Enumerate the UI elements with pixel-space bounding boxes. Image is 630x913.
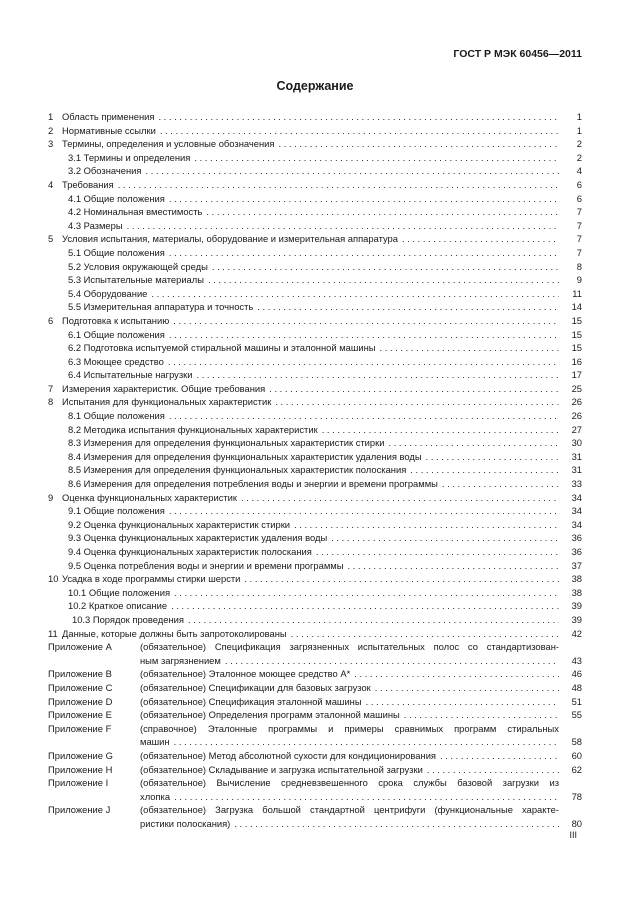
toc-entry[interactable]: [42, 450, 582, 464]
document-standard-number: ГОСТ Р МЭК 60456—2011: [453, 48, 582, 60]
toc-entry-title-line1: (обязательное) Загрузка большой стандартной центрифуги (функциональные характе-: [140, 804, 559, 816]
toc-entry-page: 8: [576, 260, 582, 272]
table-of-contents: [42, 110, 582, 830]
toc-entry-number: Приложение E: [48, 709, 112, 721]
toc-entry-page: 14: [571, 301, 582, 313]
toc-entry-title: 4.3 Размеры: [68, 219, 123, 231]
toc-entry[interactable]: [42, 613, 582, 627]
toc-entry-page: 33: [571, 478, 582, 490]
toc-entry-page: 55: [571, 709, 582, 721]
toc-entry-title: Оценка функциональных характеристик: [62, 491, 238, 503]
dot-leader: [322, 423, 559, 437]
toc-annex-entry[interactable]: [42, 695, 582, 709]
toc-entry-title-line1: (обязательное) Спецификация загрязненных испытательных полос со стандартизован-: [140, 641, 559, 653]
toc-entry-page: 31: [571, 464, 582, 476]
toc-entry-page: 78: [571, 790, 582, 802]
toc-entry[interactable]: [42, 368, 582, 382]
toc-entry-page: 6: [576, 178, 582, 190]
toc-entry-title-line1: (обязательное) Вычисление средневзвешенного срока службы базовой загрузки из: [140, 777, 559, 789]
dot-leader: [145, 164, 559, 178]
toc-entry-number: 2: [48, 124, 54, 136]
toc-entry[interactable]: [42, 504, 582, 518]
toc-entry-page: 7: [576, 233, 582, 245]
toc-entry-number: 9: [48, 491, 54, 503]
dot-leader: [269, 382, 559, 396]
toc-entry-number: Приложение J: [48, 804, 111, 816]
toc-entry-page: 2: [576, 138, 582, 150]
toc-entry-title-line1: (справочное) Эталонные программы и примеры сравнимых программ стиральных: [140, 722, 559, 734]
toc-entry[interactable]: [42, 599, 582, 613]
toc-entry-title: Термины, определения и условные обозначения: [62, 138, 275, 150]
dot-leader: [440, 749, 559, 763]
dot-leader: [275, 395, 559, 409]
toc-annex-entry[interactable]: [42, 776, 582, 803]
dot-leader: [427, 763, 559, 777]
toc-entry[interactable]: [42, 328, 582, 342]
dot-leader: [241, 491, 559, 505]
toc-entry-title: 10.3 Порядок проведения: [72, 613, 184, 625]
toc-entry-title: Испытания для функциональных характеристик: [62, 396, 272, 408]
toc-entry-title: (обязательное) Определения программ эталонной машины: [140, 709, 400, 721]
toc-entry-page: 9: [576, 274, 582, 286]
toc-entry-title: 8.4 Измерения для определения функциональных характеристик удаления воды: [68, 450, 422, 462]
toc-entry[interactable]: [42, 192, 582, 206]
dot-leader: [225, 654, 559, 668]
toc-entry-title: 10.2 Краткое описание: [68, 600, 168, 612]
toc-entry-title: 9.5 Оценка потребления воды и энергии и времени программы: [68, 559, 344, 571]
toc-entry-page: 1: [576, 124, 582, 136]
toc-entry[interactable]: [42, 110, 582, 124]
toc-entry-page: 2: [576, 151, 582, 163]
toc-entry-page: 43: [571, 654, 582, 666]
toc-entry[interactable]: [42, 518, 582, 532]
toc-entry-page: 25: [571, 382, 582, 394]
toc-entry-page: 30: [571, 437, 582, 449]
dot-leader: [194, 151, 559, 165]
toc-entry-number: Приложение D: [48, 695, 113, 707]
toc-entry-title: 10.1 Общие положения: [68, 586, 171, 598]
toc-entry[interactable]: [42, 586, 582, 600]
toc-entry-title: 6.4 Испытательные нагрузки: [68, 369, 193, 381]
toc-entry-number: 6: [48, 314, 54, 326]
toc-annex-entry[interactable]: [42, 722, 582, 749]
toc-entry[interactable]: [42, 314, 582, 328]
dot-leader: [208, 273, 559, 287]
toc-entry-number: 5: [48, 233, 54, 245]
toc-entry-title: (обязательное) Складывание и загрузка испытательной загрузки: [140, 763, 423, 775]
toc-entry-title: 9.1 Общие положения: [68, 505, 165, 517]
dot-leader: [174, 735, 559, 749]
toc-entry-page: 27: [571, 423, 582, 435]
toc-entry-title: Требования: [62, 178, 114, 190]
dot-leader: [442, 477, 559, 491]
toc-entry-page: 15: [571, 328, 582, 340]
dot-leader: [294, 518, 559, 532]
toc-entry-title: 6.1 Общие положения: [68, 328, 165, 340]
toc-entry[interactable]: [42, 205, 582, 219]
toc-entry-page: 7: [576, 206, 582, 218]
dot-leader: [174, 586, 559, 600]
dot-leader: [410, 463, 559, 477]
toc-entry-page: 34: [571, 518, 582, 530]
dot-leader: [197, 368, 560, 382]
toc-entry[interactable]: [42, 572, 582, 586]
toc-entry[interactable]: [42, 300, 582, 314]
dot-leader: [206, 205, 559, 219]
toc-entry-page: 34: [571, 505, 582, 517]
dot-leader: [212, 260, 559, 274]
toc-annex-entry[interactable]: [42, 681, 582, 695]
toc-annex-entry[interactable]: [42, 803, 582, 830]
dot-leader: [426, 450, 559, 464]
toc-entry[interactable]: [42, 232, 582, 246]
toc-annex-entry[interactable]: [42, 667, 582, 681]
dot-leader: [316, 545, 559, 559]
dot-leader: [169, 409, 559, 423]
toc-entry-page: 48: [571, 681, 582, 693]
toc-entry-number: 3: [48, 138, 54, 150]
toc-entry[interactable]: [42, 341, 582, 355]
toc-entry-page: 31: [571, 450, 582, 462]
toc-entry[interactable]: [42, 531, 582, 545]
dot-leader: [257, 300, 559, 314]
toc-entry-title: 3.2 Обозначения: [68, 165, 142, 177]
toc-entry-title: 8.1 Общие положения: [68, 410, 165, 422]
page-title: Содержание: [276, 79, 354, 93]
toc-entry[interactable]: [42, 246, 582, 260]
toc-entry-title: 3.1 Термины и определения: [68, 151, 191, 163]
dot-leader: [174, 790, 559, 804]
toc-entry-number: 4: [48, 178, 54, 190]
toc-entry-number: Приложение F: [48, 722, 112, 734]
toc-entry-page: 7: [576, 219, 582, 231]
toc-entry-page: 26: [571, 396, 582, 408]
toc-entry-title: 9.4 Оценка функциональных характеристик полоскания: [68, 546, 312, 557]
toc-entry-page: 15: [571, 314, 582, 326]
dot-leader: [127, 219, 559, 233]
toc-entry-page: 36: [571, 532, 582, 544]
dot-leader: [331, 531, 559, 545]
toc-entry[interactable]: [42, 436, 582, 450]
dot-leader: [347, 559, 559, 573]
toc-entry[interactable]: [42, 395, 582, 409]
toc-entry-page: 6: [576, 192, 582, 204]
toc-entry-title: Нормативные ссылки: [62, 124, 156, 136]
dot-leader: [234, 817, 559, 831]
toc-entry-title: 8.6 Измерения для определения потребления воды и энергии и времени программы: [68, 478, 438, 490]
toc-entry-title: (обязательное) Метод абсолютной сухости для кондиционирования: [140, 749, 437, 761]
toc-entry-title: Подготовка к испытанию: [62, 314, 170, 326]
toc-entry-page: 80: [571, 817, 582, 829]
toc-entry-title: Измерения характеристик. Общие требования: [62, 382, 266, 394]
toc-entry-title: Усадка в ходе программы стирки шерсти: [62, 573, 241, 585]
dot-leader: [151, 287, 559, 301]
toc-entry-title: 5.2 Условия окружающей среды: [68, 260, 208, 272]
toc-entry-page: 39: [571, 600, 582, 612]
toc-entry-title: (обязательное) Спецификации для базовых загрузок: [140, 681, 371, 693]
dot-leader: [244, 572, 559, 586]
toc-entry-title: 9.3 Оценка функциональных характеристик удаления воды: [68, 532, 328, 544]
toc-entry-page: 4: [576, 165, 582, 177]
dot-leader: [171, 599, 559, 613]
toc-entry-page: 11: [572, 287, 582, 299]
toc-entry-title: ристики полоскания): [140, 817, 231, 829]
dot-leader: [375, 681, 559, 695]
toc-entry[interactable]: [42, 124, 582, 138]
toc-entry[interactable]: [42, 559, 582, 573]
toc-entry-number: Приложение G: [48, 749, 113, 761]
toc-entry-number: 1: [48, 111, 54, 122]
toc-entry-title: Условия испытания, материалы, оборудование и измерительная аппаратура: [62, 233, 398, 245]
toc-entry[interactable]: [42, 491, 582, 505]
toc-entry-page: 37: [571, 559, 582, 571]
toc-annex-entry[interactable]: [42, 749, 582, 763]
toc-entry-page: 58: [571, 736, 582, 748]
toc-entry[interactable]: [42, 545, 582, 559]
toc-entry[interactable]: [42, 164, 582, 178]
toc-entry-page: 16: [571, 355, 582, 367]
page-number: III: [569, 830, 577, 840]
toc-entry-page: 38: [571, 586, 582, 598]
toc-entry-page: 26: [571, 410, 582, 422]
dot-leader: [380, 341, 559, 355]
toc-entry-page: 38: [571, 573, 582, 585]
toc-entry-title: (обязательное) Эталонное моющее средство A*: [140, 668, 351, 680]
dot-leader: [169, 328, 559, 342]
toc-entry-number: Приложение B: [48, 668, 112, 680]
dot-leader: [188, 613, 559, 627]
toc-entry-title: 4.1 Общие положения: [68, 192, 165, 204]
toc-entry-number: Приложение C: [48, 681, 113, 693]
toc-entry[interactable]: [42, 178, 582, 192]
dot-leader: [168, 355, 559, 369]
toc-entry[interactable]: [42, 151, 582, 165]
toc-entry-title: ным загрязнением: [140, 654, 221, 666]
toc-entry-number: Приложение H: [48, 763, 113, 775]
toc-entry-title: Данные, которые должны быть запротоколированы: [62, 627, 287, 639]
toc-entry[interactable]: [42, 137, 582, 151]
toc-entry-title: 5.4 Оборудование: [68, 287, 148, 299]
dot-leader: [366, 695, 559, 709]
toc-entry-title: хлопка: [140, 790, 171, 802]
toc-entry-page: 17: [571, 369, 582, 381]
toc-annex-entry[interactable]: [42, 763, 582, 777]
toc-entry[interactable]: [42, 409, 582, 423]
toc-entry[interactable]: [42, 273, 582, 287]
toc-entry-number: Приложение I: [48, 777, 109, 789]
dot-leader: [402, 232, 559, 246]
toc-entry[interactable]: [42, 627, 582, 641]
toc-entry-page: 62: [571, 763, 582, 775]
toc-entry-page: 34: [571, 491, 582, 503]
toc-entry-title: 8.2 Методика испытания функциональных характеристик: [68, 423, 318, 435]
dot-leader: [118, 178, 559, 192]
toc-entry[interactable]: [42, 287, 582, 301]
dot-leader: [160, 124, 559, 138]
toc-entry-title: 5.5 Измерительная аппаратура и точность: [68, 301, 254, 313]
toc-entry[interactable]: [42, 423, 582, 437]
dot-leader: [158, 110, 559, 124]
toc-entry-page: 51: [571, 695, 582, 707]
toc-entry[interactable]: [42, 463, 582, 477]
dot-leader: [278, 137, 559, 151]
toc-entry-page: 36: [571, 546, 582, 557]
toc-entry-page: 42: [571, 627, 582, 639]
toc-entry[interactable]: [42, 219, 582, 233]
toc-entry-number: 10: [48, 573, 59, 585]
dot-leader: [404, 708, 559, 722]
toc-entry-number: 11: [48, 627, 58, 639]
toc-entry-title: 9.2 Оценка функциональных характеристик стирки: [68, 518, 291, 530]
toc-entry-number: 7: [48, 382, 54, 394]
toc-entry-page: 1: [576, 111, 582, 122]
toc-annex-entry[interactable]: [42, 640, 582, 667]
toc-entry-page: 15: [571, 342, 582, 354]
toc-entry-page: 7: [576, 246, 582, 258]
toc-entry-page: 39: [571, 613, 582, 625]
dot-leader: [388, 436, 559, 450]
dot-leader: [173, 314, 559, 328]
toc-entry[interactable]: [42, 382, 582, 396]
toc-entry-title: 6.3 Моющее средство: [68, 355, 164, 367]
dot-leader: [169, 246, 559, 260]
dot-leader: [169, 504, 559, 518]
toc-entry-page: 46: [571, 668, 582, 680]
dot-leader: [354, 667, 559, 681]
toc-entry-title: 5.3 Испытательные материалы: [68, 274, 204, 286]
toc-entry-title: Область применения: [62, 111, 155, 122]
toc-entry-page: 60: [571, 749, 582, 761]
toc-annex-entry[interactable]: [42, 708, 582, 722]
dot-leader: [169, 192, 559, 206]
dot-leader: [291, 627, 559, 641]
toc-entry-title: машин: [140, 736, 170, 748]
toc-entry[interactable]: [42, 355, 582, 369]
toc-entry-title: 4.2 Номинальная вместимость: [68, 206, 203, 218]
toc-entry-title: 8.3 Измерения для определения функциональных характеристик стирки: [68, 437, 385, 449]
toc-entry[interactable]: [42, 477, 582, 491]
toc-entry-title: 8.5 Измерения для определения функциональных характеристик полоскания: [68, 464, 407, 476]
toc-entry-number: Приложение A: [48, 641, 112, 653]
toc-entry-number: 8: [48, 396, 54, 408]
toc-entry-title: 5.1 Общие положения: [68, 246, 165, 258]
toc-entry-title: 6.2 Подготовка испытуемой стиральной машины и эталонной машины: [68, 342, 376, 354]
toc-entry[interactable]: [42, 260, 582, 274]
toc-entry-title: (обязательное) Спецификация эталонной машины: [140, 695, 362, 707]
